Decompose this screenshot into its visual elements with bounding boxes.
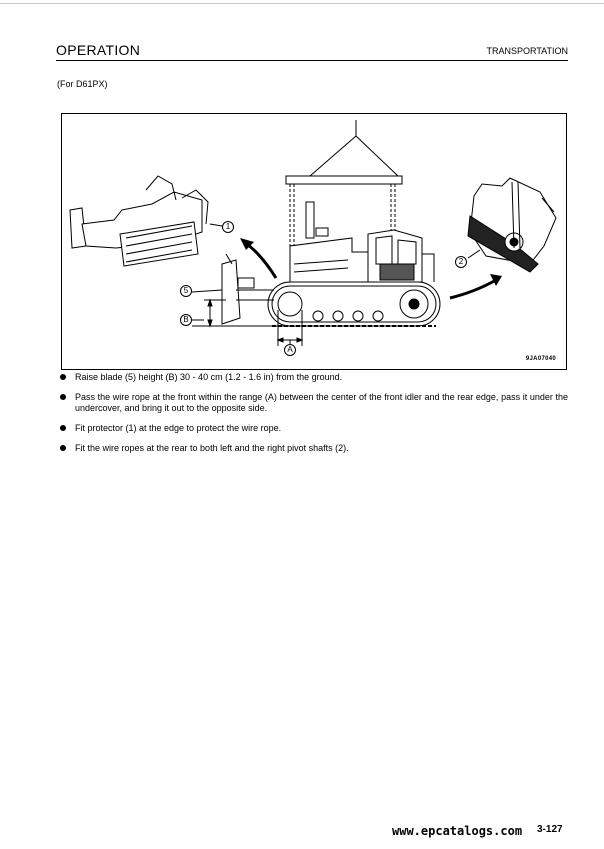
chapter-title: TRANSPORTATION [486,46,568,56]
bullet-icon [60,425,66,431]
bullet-icon [60,394,66,400]
callout-5: 5 [180,285,192,297]
instruction-item [58,392,568,414]
callout-b: B [180,314,192,326]
bullet-icon [60,374,66,380]
bulldozer-lifting-figure [61,113,567,370]
instruction-text: Raise blade (5) height (B) 30 - 40 cm (1.2 - 1.6 in) from the ground. [75,372,343,382]
model-note: (For D61PX) [57,79,108,89]
bullet-icon [60,445,66,451]
callout-2: 2 [455,256,467,268]
instruction-item [58,372,568,383]
callout-1: 1 [222,221,234,233]
section-title: OPERATION [56,42,141,58]
instruction-text: Fit protector (1) at the edge to protect the wire rope. [75,423,282,433]
instruction-list [58,372,568,463]
top-rule [0,3,604,4]
instruction-text: Fit the wire ropes at the rear to both left and the right pivot shafts (2). [75,443,349,453]
page-header [56,42,568,61]
watermark: www.epcatalogs.com [392,824,523,838]
instruction-item [58,443,568,454]
callout-a: A [284,344,296,356]
instruction-text: Pass the wire rope at the front within the range (A) between the center of the front idler and the rear edge, pass it under the undercover, and bring it out to the opposite side. [75,392,568,413]
page-number: 3-127 [537,824,563,835]
bulldozer-illustration [62,114,568,371]
instruction-item [58,423,568,434]
figure-code: 9JA07040 [525,356,556,362]
